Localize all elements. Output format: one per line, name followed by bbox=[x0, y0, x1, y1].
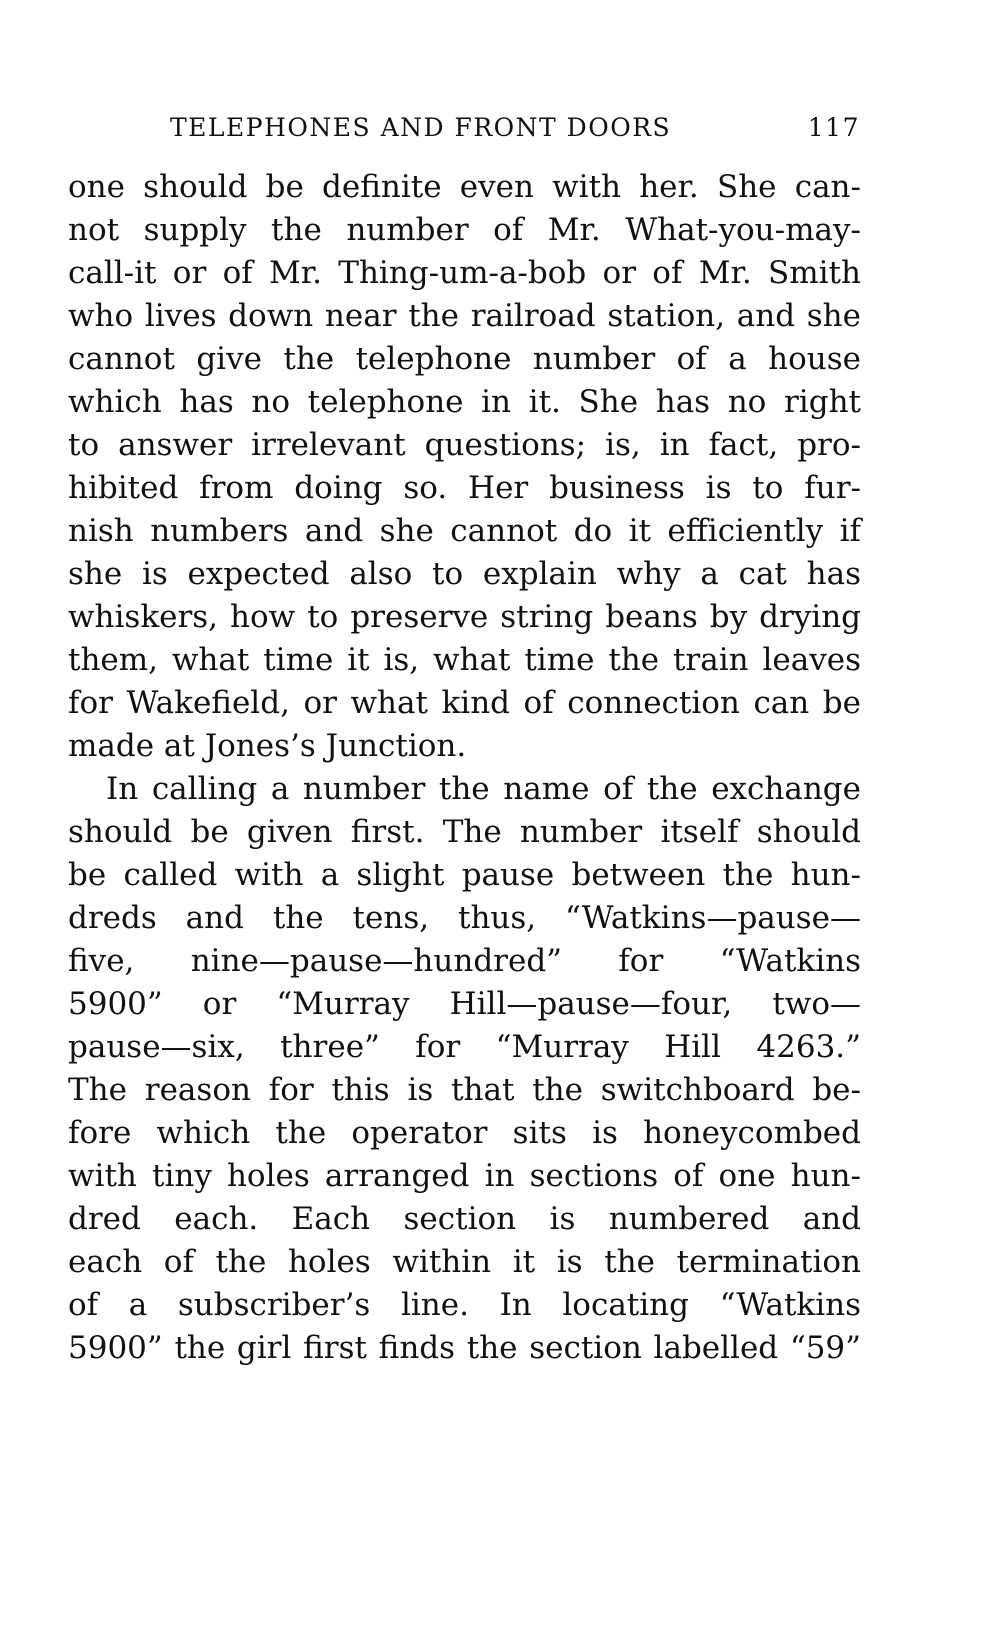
text-line: each of the holes within it is the termination bbox=[68, 1244, 861, 1280]
running-head bbox=[170, 113, 860, 147]
text-line: them, what time it is, what time the train leaves bbox=[68, 642, 861, 678]
text-line: 5900” or “Murray Hill—pause—four, two— bbox=[68, 986, 861, 1022]
text-line: five, nine—pause—hundred” for “Watkins bbox=[68, 943, 861, 979]
text-line: whiskers, how to preserve string beans by drying bbox=[68, 599, 861, 635]
text-line: 5900” the girl first finds the section labelled “59” bbox=[68, 1330, 861, 1366]
text-line: nish numbers and she cannot do it efficiently if bbox=[68, 513, 861, 549]
text-line: with tiny holes arranged in sections of one hun- bbox=[68, 1158, 861, 1194]
running-title: TELEPHONES AND FRONT DOORS bbox=[170, 113, 672, 142]
text-line: be called with a slight pause between the hun- bbox=[68, 857, 861, 893]
text-line: The reason for this is that the switchboard be- bbox=[68, 1072, 861, 1108]
paragraph-start-line: In calling a number the name of the exchange bbox=[106, 771, 861, 807]
text-line: pause—six, three” for “Murray Hill 4263.” bbox=[68, 1029, 861, 1065]
text-line: which has no telephone in it. She has no right bbox=[68, 384, 861, 420]
paragraph-end-line: made at Jones’s Junction. bbox=[68, 728, 467, 764]
page-number: 117 bbox=[807, 113, 860, 142]
text-line: hibited from doing so. Her business is to fur- bbox=[68, 470, 861, 506]
text-line: dreds and the tens, thus, “Watkins—pause— bbox=[68, 900, 861, 936]
text-line: of a subscriber’s line. In locating “Watkins bbox=[68, 1287, 861, 1323]
text-line: for Wakefield, or what kind of connection can be bbox=[68, 685, 861, 721]
text-line: who lives down near the railroad station, and she bbox=[68, 298, 861, 334]
text-line: one should be definite even with her. She can- bbox=[68, 169, 861, 205]
text-line: call-it or of Mr. Thing-um-a-bob or of Mr. Smith bbox=[68, 255, 861, 291]
text-line: to answer irrelevant questions; is, in fact, pro- bbox=[68, 427, 861, 463]
text-line: should be given first. The number itself should bbox=[68, 814, 861, 850]
text-line: cannot give the telephone number of a house bbox=[68, 341, 861, 377]
text-line: not supply the number of Mr. What-you-may- bbox=[68, 212, 861, 248]
text-line: dred each. Each section is numbered and bbox=[68, 1201, 861, 1237]
text-line: fore which the operator sits is honeycombed bbox=[68, 1115, 861, 1151]
body-text bbox=[68, 166, 861, 1370]
text-line: she is expected also to explain why a cat has bbox=[68, 556, 861, 592]
